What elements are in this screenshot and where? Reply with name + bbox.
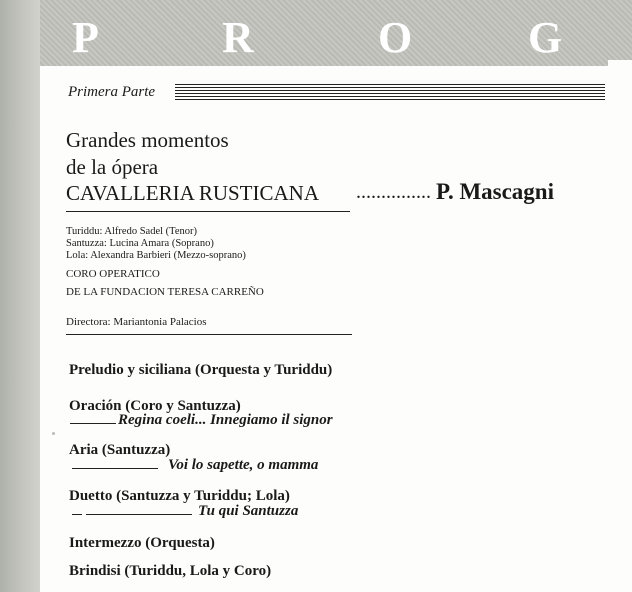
part-rule (175, 84, 605, 100)
program-item: Preludio y siciliana (Orquesta y Turiddu) (69, 362, 333, 378)
cast-line: Turiddu: Alfredo Sadel (Tenor) (66, 226, 197, 237)
divider (66, 334, 352, 335)
header-letter: R (222, 13, 254, 62)
header-letter: P (72, 13, 99, 62)
program-item: Aria (Santuzza) (69, 442, 171, 458)
choir-line-2: DE LA FUNDACION TERESA CARREÑO (66, 286, 264, 298)
dash-rule (70, 423, 116, 424)
speck (52, 432, 55, 435)
composer-name: P. Mascagni (436, 179, 554, 204)
opera-title: CAVALLERIA RUSTICANA (66, 181, 320, 205)
right-margin (608, 60, 632, 592)
program-subtitle: Regina coeli... Innegiamo il signor (118, 412, 333, 428)
cast-line: Lola: Alexandra Barbieri (Mezzo-soprano) (66, 250, 246, 261)
program-subtitle: Voi lo sapette, o mamma (168, 457, 319, 473)
dash-rule (86, 514, 192, 515)
header-letter: G (528, 13, 563, 62)
program-item: Brindisi (Turiddu, Lola y Coro) (69, 563, 272, 579)
program-item: Intermezzo (Orquesta) (69, 535, 215, 551)
left-cover-edge (0, 0, 40, 592)
part-label: Primera Parte (68, 84, 156, 100)
title-line-1: Grandes momentos (66, 128, 229, 152)
director-line: Directora: Mariantonia Palacios (66, 316, 207, 328)
cast-line: Santuzza: Lucina Amara (Soprano) (66, 238, 214, 249)
header-letter: O (378, 13, 413, 62)
leader-dots: ............... (356, 181, 431, 203)
choir-line-1: CORO OPERATICO (66, 268, 160, 280)
dash-rule (72, 468, 158, 469)
header-letters (0, 14, 632, 62)
divider (66, 211, 350, 212)
dash-rule (72, 514, 82, 515)
program-subtitle: Tu qui Santuzza (198, 503, 299, 519)
program-item: Oración (Coro y Santuzza) (69, 398, 241, 414)
title-line-2: de la ópera (66, 155, 159, 179)
program-item: Duetto (Santuzza y Turiddu; Lola) (69, 488, 290, 504)
